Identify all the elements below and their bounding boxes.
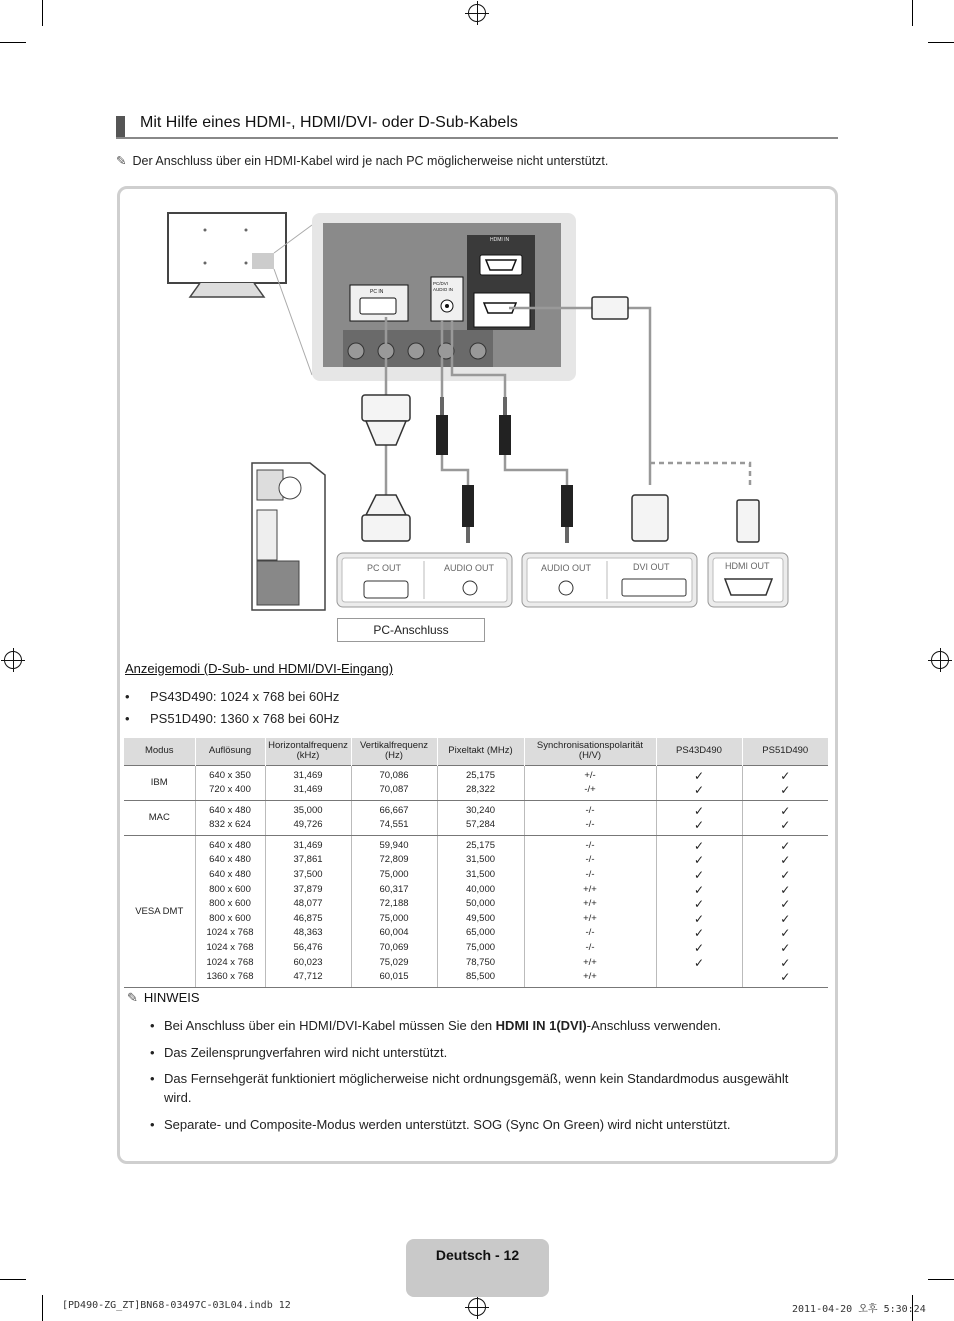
polarity-cell: -/- -/- [524,800,656,835]
pencil-icon: ✎ [116,154,127,168]
pc-port-panel-1 [337,553,512,607]
file-info: [PD490-ZG_ZT]BN68-03497C-03L04.indb 12 [62,1300,291,1311]
svg-text:AUDIO OUT: AUDIO OUT [444,563,495,573]
modes-heading: Anzeigemodi (D-Sub- und HDMI/DVI-Eingang) [125,661,394,676]
bullet-dot: • [150,1117,155,1132]
polarity-cell: +/- -/+ [524,765,656,800]
pencil-icon: ✎ [127,990,138,1005]
header-aufloesung: Auflösung [195,738,265,765]
vga-connector-bottom [362,495,410,541]
hdmi-plug-tv [592,297,628,319]
crop-mark [928,1279,954,1280]
registration-mark [468,1298,486,1316]
svg-text:PC IN: PC IN [370,289,384,295]
header-ps51: PS51D490 [742,738,828,765]
bullet-dot: • [150,1045,155,1060]
svg-text:AUDIO IN: AUDIO IN [433,287,454,292]
vfreq-cell: 70,086 70,087 [351,765,437,800]
mode-cell: IBM [124,765,195,800]
crop-mark [0,1279,26,1280]
registration-mark [468,4,486,22]
table-body [124,765,828,987]
note-line [116,153,608,168]
svg-text:PC/DVI: PC/DVI [433,281,449,286]
bullet-dot: • [125,711,130,726]
crop-mark [42,0,43,26]
ps51-cell: ✓ ✓ [742,800,828,835]
svg-text:AUDIO OUT: AUDIO OUT [541,563,592,573]
section-divider [116,137,838,139]
ps51-cell: ✓ ✓ ✓ ✓ ✓ ✓ ✓ ✓ ✓ ✓ [742,835,828,987]
tv-rear-panel [312,213,576,381]
diagram-caption: PC-Anschluss [337,618,485,642]
pc-port-panel-2 [522,553,697,607]
hinweis-item: • Bei Anschluss über ein HDMI/DVI-Kabel müssen Sie den HDMI IN 1(DVI)-Anschluss verwenden. [150,1018,722,1033]
resolution-cell: 640 x 480 832 x 624 [195,800,265,835]
table-header-row [124,738,828,765]
crop-mark [0,42,26,43]
table-row [124,765,828,800]
svg-text:DVI OUT: DVI OUT [633,562,670,572]
bullet-dot: • [125,689,130,704]
svg-text:HDMI IN: HDMI IN [490,237,510,243]
crop-mark [928,42,954,43]
vga-connector-top [362,395,410,445]
hfreq-cell: 31,469 31,469 [265,765,351,800]
crop-mark [42,1295,43,1321]
pc-tower-icon [252,463,325,610]
note-text: Der Anschluss über ein HDMI-Kabel wird je nach PC möglicherweise nicht unterstützt. [132,154,609,168]
section-title: Mit Hilfe eines HDMI-, HDMI/DVI- oder D-Sub-Kabels [140,114,518,131]
display-modes-table [124,738,828,988]
mode-cell: MAC [124,800,195,835]
model-bullet: • PS51D490: 1360 x 768 bei 60Hz [125,711,340,726]
print-date: 2011-04-20 오후 5:30:24 [792,1304,926,1315]
hinweis-item: • Das Zeilensprungverfahren wird nicht unterstützt. [150,1045,448,1060]
svg-text:PC OUT: PC OUT [367,563,402,573]
page-number-tab: Deutsch - 12 [406,1239,549,1297]
resolution-cell: 640 x 480 640 x 480 640 x 480 800 x 600 800 x 600 800 x 600 1024 x 768 1024 x 768 1024 x 768 1360 x 768 [195,835,265,987]
table-row [124,800,828,835]
mode-cell: VESA DMT [124,835,195,987]
table-row [124,835,828,987]
ps43-cell: ✓ ✓ ✓ ✓ ✓ ✓ ✓ ✓ ✓ [656,835,742,987]
vfreq-cell: 59,940 72,809 75,000 60,317 72,188 75,000 60,004 70,069 75,029 60,015 [351,835,437,987]
hfreq-cell: 35,000 49,726 [265,800,351,835]
header-polaritaet: Synchronisationspolarität (H/V) [524,738,656,765]
header-pixeltakt: Pixeltakt (MHz) [437,738,524,765]
tv-icon [168,213,312,375]
registration-mark [4,651,22,669]
hfreq-cell: 31,469 37,861 37,500 37,879 48,077 46,875 48,363 56,476 60,023 47,712 [265,835,351,987]
pixelclock-cell: 25,175 28,322 [437,765,524,800]
header-vertikal: Vertikalfrequenz (Hz) [351,738,437,765]
svg-text:HDMI OUT: HDMI OUT [725,561,770,571]
ps43-cell: ✓ ✓ [656,800,742,835]
crop-mark [912,0,913,26]
connection-diagram [160,205,800,645]
polarity-cell: -/- -/- -/- +/+ +/+ +/+ -/- -/- +/+ +/+ [524,835,656,987]
ps43-cell: ✓ ✓ [656,765,742,800]
vfreq-cell: 66,667 74,551 [351,800,437,835]
pixelclock-cell: 30,240 57,284 [437,800,524,835]
header-ps43: PS43D490 [656,738,742,765]
ps51-cell: ✓ ✓ [742,765,828,800]
header-modus: Modus [124,738,195,765]
hdmi-plug-pc [737,500,759,542]
resolution-cell: 640 x 350 720 x 400 [195,765,265,800]
hinweis-item: • Separate- und Composite-Modus werden unterstützt. SOG (Sync On Green) wird nicht unterstützt. [150,1117,731,1132]
section-marker [116,116,125,138]
pc-port-panel-3 [708,553,788,607]
model-bullet: • PS43D490: 1024 x 768 bei 60Hz [125,689,340,704]
bullet-dot: • [150,1071,155,1086]
dvi-connector [632,495,668,541]
hinweis-label: HINWEIS [143,990,200,1005]
bullet-dot: • [150,1018,155,1033]
header-horizontal: Horizontalfrequenz (kHz) [265,738,351,765]
hinweis-heading [127,990,200,1006]
registration-mark [931,651,949,669]
pixelclock-cell: 25,175 31,500 31,500 40,000 50,000 49,500 65,000 75,000 78,750 85,500 [437,835,524,987]
hinweis-item: • Das Fernsehgerät funktioniert möglicherweise nicht ordnungsgemäß, wenn kein Standardmodus ausgewählt wird. [150,1071,789,1105]
